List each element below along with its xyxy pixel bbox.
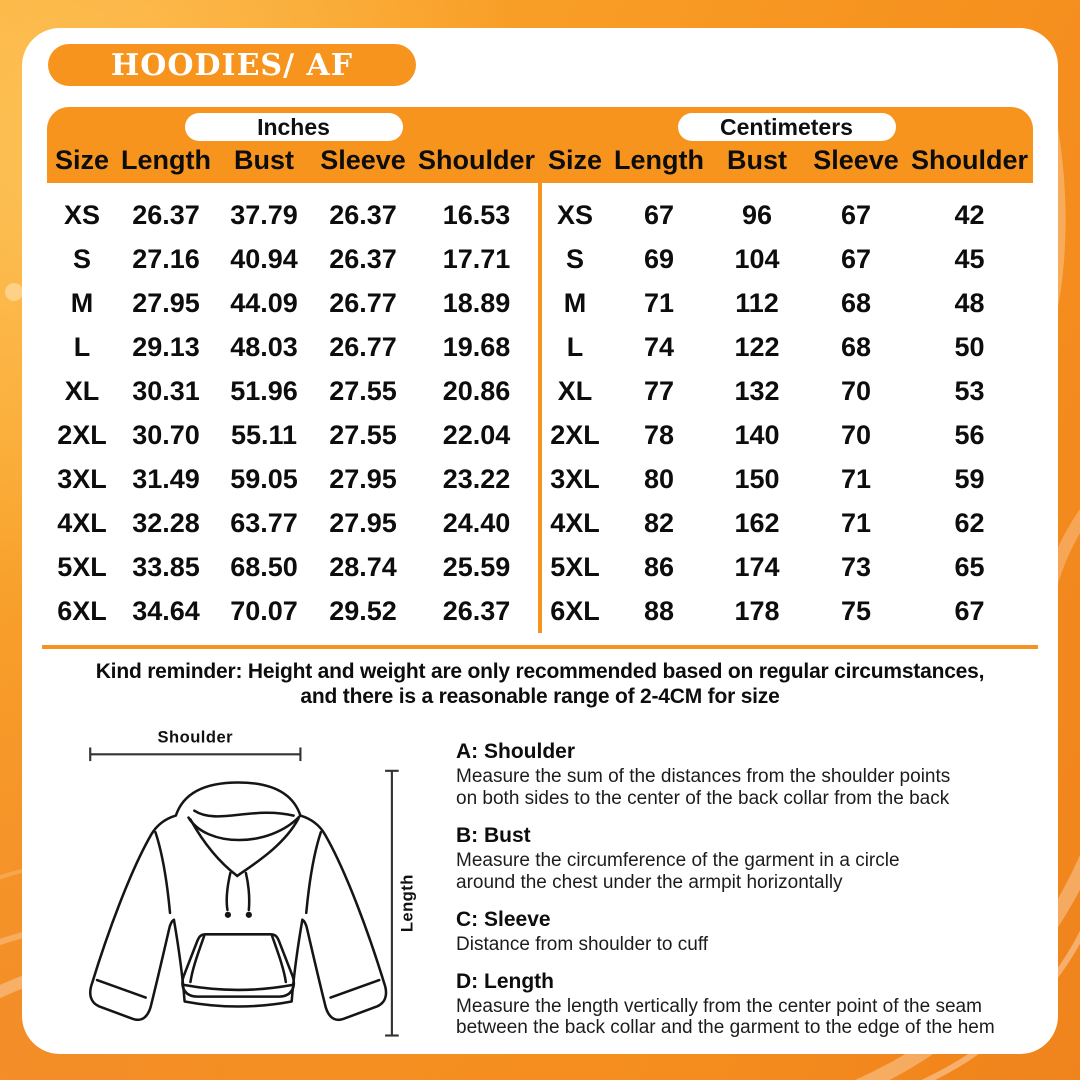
measurement-value: 26.37 xyxy=(132,199,200,230)
measurement-value: 27.95 xyxy=(132,287,200,318)
measurement-value: 70 xyxy=(840,375,872,406)
measurement-value: 178 xyxy=(734,595,780,626)
measurement-value: 86 xyxy=(643,551,675,582)
size-label: 5XL xyxy=(550,551,600,582)
measurement-value: 29.52 xyxy=(329,595,397,626)
units-header-band xyxy=(47,107,1033,183)
measurement-value: 78 xyxy=(643,419,675,450)
instruction-block-d xyxy=(456,970,1036,1040)
size-label: XS xyxy=(63,199,101,230)
size-label: XL xyxy=(557,375,593,406)
measurement-value: 42 xyxy=(954,199,985,230)
measurement-value: 27.95 xyxy=(329,463,397,494)
measurement-value: 26.37 xyxy=(442,595,511,626)
size-label: XL xyxy=(64,375,100,406)
measurement-value: 112 xyxy=(735,287,779,318)
table-body-inches xyxy=(47,183,540,635)
instruction-text-c: Distance from shoulder to cuff xyxy=(456,933,709,955)
measurement-value: 70 xyxy=(840,419,872,450)
instruction-text-b: Measure the circumference of the garment in a circle xyxy=(456,849,900,871)
how-to-measure-section xyxy=(58,728,1036,1054)
measurement-value: 67 xyxy=(840,199,872,230)
measurement-value: 63.77 xyxy=(230,507,298,538)
measurement-value: 22.04 xyxy=(442,419,511,450)
measurement-value: 59 xyxy=(954,463,985,494)
column-header-sleeve: Sleeve xyxy=(320,145,406,175)
section-divider xyxy=(42,645,1038,649)
measurement-value: 59.05 xyxy=(230,463,298,494)
measurement-value: 25.59 xyxy=(442,551,511,582)
size-label: M xyxy=(70,287,94,318)
column-header-bust: Bust xyxy=(727,145,787,175)
size-label: S xyxy=(565,243,584,274)
instruction-heading-c: C: Sleeve xyxy=(456,907,551,931)
unit-pill-inches: Inches xyxy=(185,113,403,141)
measurement-value: 104 xyxy=(734,243,780,274)
measurement-value: 71 xyxy=(643,287,675,318)
measurement-value: 80 xyxy=(643,463,675,494)
measurement-value: 73 xyxy=(840,551,872,582)
unit-pill-centimeters: Centimeters xyxy=(678,113,896,141)
column-header-length: Length xyxy=(121,145,211,175)
instruction-text-a: on both sides to the center of the back collar from the back xyxy=(456,787,950,809)
measurement-value: 174 xyxy=(734,551,780,582)
instruction-text-d: Measure the length vertically from the center point of the seam xyxy=(456,995,982,1017)
measurement-instructions xyxy=(456,728,1036,1054)
measurement-value: 37.79 xyxy=(230,199,298,230)
table-body-centimeters xyxy=(540,183,1033,635)
size-label: 2XL xyxy=(550,419,600,450)
column-header-shoulder: Shoulder xyxy=(417,145,535,175)
measurement-value: 44.09 xyxy=(230,287,298,318)
kind-reminder-line1: Kind reminder: Height and weight are only recommended based on regular circumstances, xyxy=(95,660,985,683)
measurement-value: 48 xyxy=(954,287,985,318)
centimeters-header xyxy=(540,107,1033,183)
measurement-value: 30.70 xyxy=(132,419,200,450)
measurement-value: 48.03 xyxy=(230,331,298,362)
size-label: S xyxy=(72,243,91,274)
measurement-value: 88 xyxy=(643,595,675,626)
kind-reminder-line2: and there is a reasonable range of 2-4CM for size xyxy=(300,685,780,709)
size-label: 5XL xyxy=(57,551,107,582)
measurement-value: 30.31 xyxy=(132,375,200,406)
instruction-text-d: between the back collar and the garment to the edge of the hem xyxy=(456,1017,995,1039)
column-header-size: Size xyxy=(547,145,603,175)
measurement-value: 29.13 xyxy=(132,331,200,362)
size-label: 3XL xyxy=(550,463,600,494)
measurement-value: 31.49 xyxy=(132,463,200,494)
measurement-value: 65 xyxy=(954,551,985,582)
measurement-value: 27.95 xyxy=(329,507,397,538)
measurement-value: 34.64 xyxy=(132,595,200,626)
measurement-value: 55.11 xyxy=(230,419,298,450)
centimeters-column-headers xyxy=(540,145,1033,176)
measurement-value: 74 xyxy=(643,331,675,362)
size-label: 3XL xyxy=(57,463,107,494)
column-header-size: Size xyxy=(54,145,110,175)
instruction-block-a xyxy=(456,740,1036,810)
measurement-value: 40.94 xyxy=(230,243,298,274)
size-label: 6XL xyxy=(57,595,107,626)
instruction-text-b: around the chest under the armpit horizontally xyxy=(456,871,843,893)
measurement-value: 122 xyxy=(734,331,780,362)
length-label: Length xyxy=(397,874,417,933)
measurement-value: 33.85 xyxy=(132,551,200,582)
measurement-value: 68 xyxy=(840,331,872,362)
measurement-value: 18.89 xyxy=(442,287,511,318)
measurement-value: 132 xyxy=(734,375,780,406)
inches-column-headers xyxy=(47,145,540,176)
measurement-value: 51.96 xyxy=(230,375,298,406)
measurement-value: 62 xyxy=(954,507,985,538)
measurement-value: 67 xyxy=(643,199,675,230)
instruction-block-c xyxy=(456,908,1036,956)
size-label: L xyxy=(73,331,91,362)
measurement-value: 82 xyxy=(643,507,675,538)
inches-header xyxy=(47,107,540,183)
measurement-value: 50 xyxy=(954,331,985,362)
measurement-value: 26.37 xyxy=(329,243,397,274)
measurement-value: 23.22 xyxy=(442,463,511,494)
measurement-value: 17.71 xyxy=(442,243,511,274)
measurement-value: 45 xyxy=(954,243,985,274)
measurement-value: 19.68 xyxy=(442,331,511,362)
size-label: M xyxy=(563,287,587,318)
measurement-value: 140 xyxy=(734,419,780,450)
instruction-heading-b: B: Bust xyxy=(456,823,531,847)
hoodie-diagram xyxy=(58,728,428,1054)
column-header-length: Length xyxy=(614,145,704,175)
size-label: XS xyxy=(556,199,594,230)
measurement-value: 26.37 xyxy=(329,199,397,230)
measurement-value: 32.28 xyxy=(132,507,200,538)
instruction-heading-d: D: Length xyxy=(456,969,554,993)
measurement-value: 67 xyxy=(840,243,872,274)
size-label: 6XL xyxy=(550,595,600,626)
measurement-value: 26.77 xyxy=(329,287,397,318)
measurement-value: 56 xyxy=(954,419,985,450)
size-label: L xyxy=(566,331,584,362)
size-tables xyxy=(47,183,1033,635)
measurement-value: 27.55 xyxy=(329,375,397,406)
measurement-value: 16.53 xyxy=(442,199,511,230)
measurement-value: 70.07 xyxy=(230,595,298,626)
measurement-value: 71 xyxy=(840,463,872,494)
measurement-value: 20.86 xyxy=(442,375,511,406)
measurement-value: 27.55 xyxy=(329,419,397,450)
instruction-block-b xyxy=(456,824,1036,894)
measurement-value: 69 xyxy=(643,243,675,274)
measurement-value: 28.74 xyxy=(329,551,397,582)
shoulder-label: Shoulder xyxy=(157,728,234,747)
column-header-bust: Bust xyxy=(234,145,294,175)
measurement-value: 26.77 xyxy=(329,331,397,362)
measurement-value: 67 xyxy=(954,595,985,626)
instruction-text-a: Measure the sum of the distances from the shoulder points xyxy=(456,766,951,788)
instruction-heading-a: A: Shoulder xyxy=(456,740,575,763)
measurement-value: 75 xyxy=(840,595,872,626)
measurement-value: 150 xyxy=(734,463,780,494)
shoulder-measure-line xyxy=(90,747,300,761)
size-label: 4XL xyxy=(57,507,107,538)
size-label: 4XL xyxy=(550,507,600,538)
column-header-sleeve: Sleeve xyxy=(813,145,899,175)
tables-divider-vertical xyxy=(538,183,542,633)
measurement-value: 68 xyxy=(840,287,872,318)
measurement-value: 53 xyxy=(954,375,985,406)
size-label: 2XL xyxy=(57,419,107,450)
hoodie-drawing xyxy=(90,782,386,1019)
chart-title-pill xyxy=(48,44,416,86)
column-header-shoulder: Shoulder xyxy=(910,145,1028,175)
measurement-value: 71 xyxy=(840,507,872,538)
measurement-value: 27.16 xyxy=(132,243,200,274)
size-chart-card xyxy=(22,28,1058,1054)
chart-title: HOODIES/ AF xyxy=(110,47,354,83)
measurement-value: 162 xyxy=(734,507,780,538)
measurement-value: 24.40 xyxy=(442,507,511,538)
measurement-value: 77 xyxy=(643,375,675,406)
measurement-value: 96 xyxy=(741,199,773,230)
kind-reminder xyxy=(22,659,1058,709)
measurement-value: 68.50 xyxy=(230,551,298,582)
